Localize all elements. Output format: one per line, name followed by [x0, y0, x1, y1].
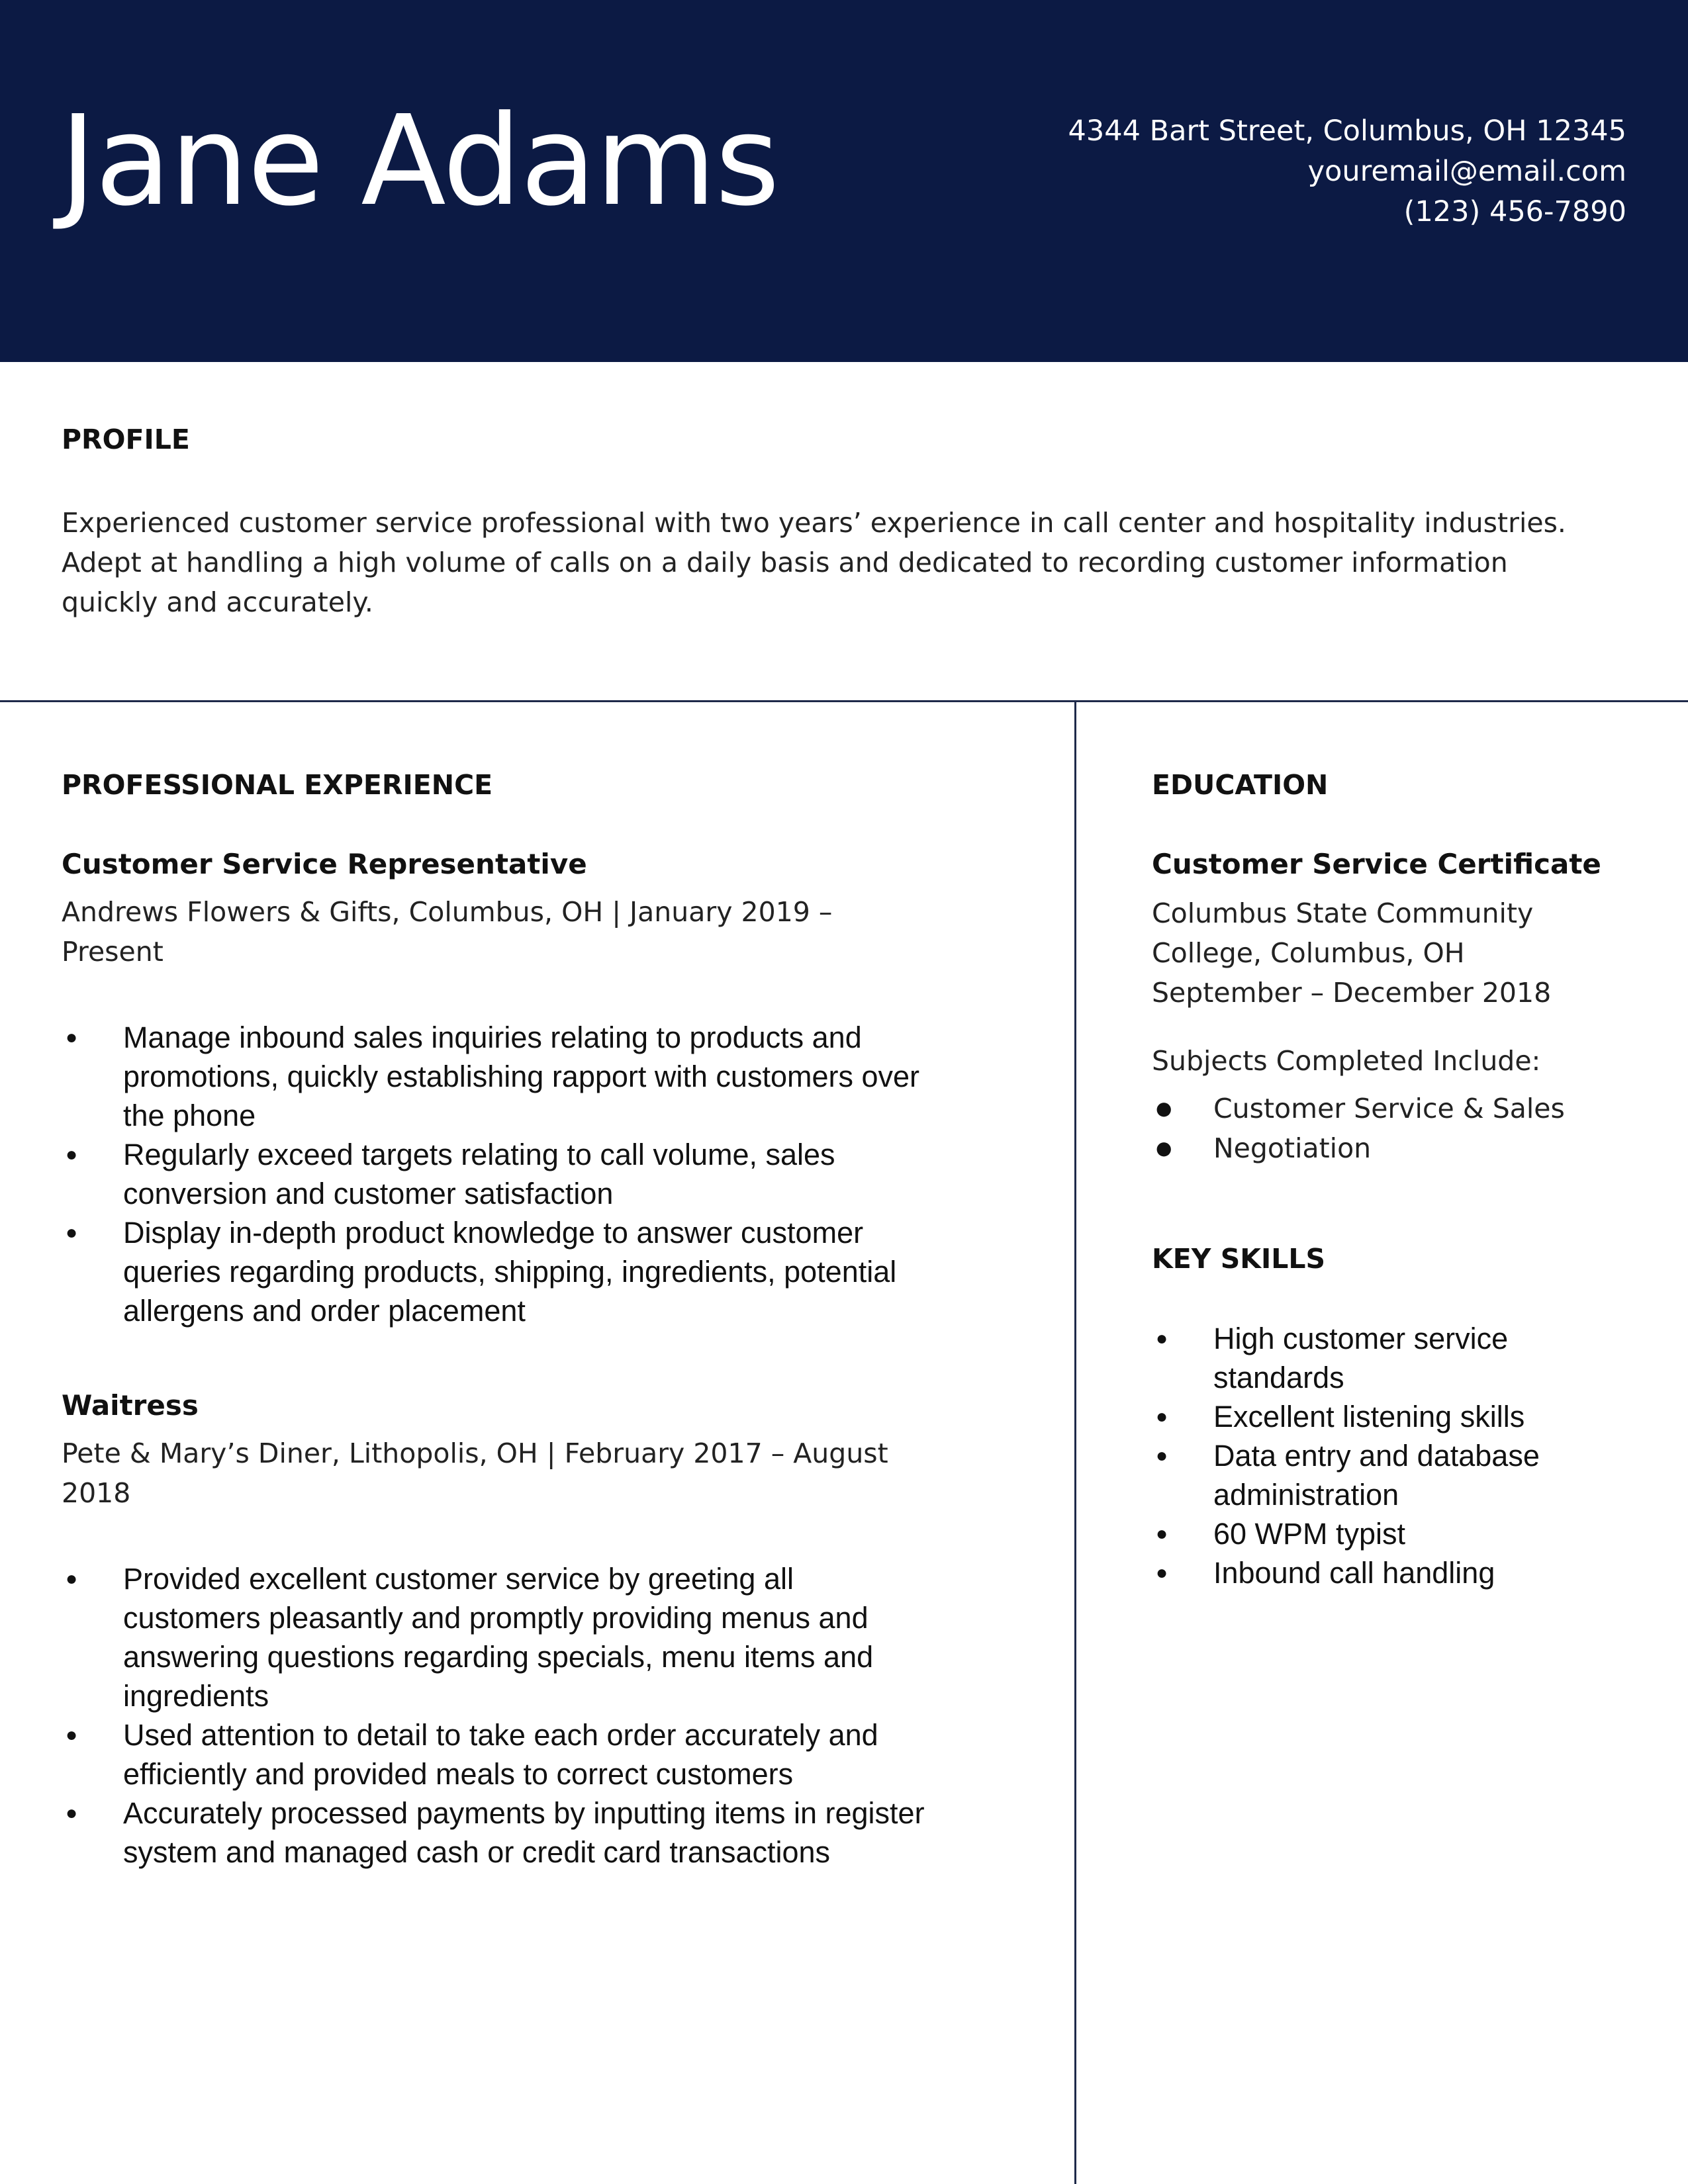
horizontal-divider [0, 700, 1688, 702]
list-item: ● Excellent listening skills [1152, 1397, 1628, 1436]
list-item: ● 60 WPM typist [1152, 1514, 1628, 1553]
job-meta: Andrews Flowers & Gifts, Columbus, OH | January 2019 – Present [62, 896, 833, 968]
list-item: ● High customer service standards [1152, 1319, 1628, 1397]
job-title: Waitress [62, 1389, 199, 1422]
address: 4344 Bart Street, Columbus, OH 12345 [1068, 114, 1626, 148]
job-bullets [62, 1559, 935, 1872]
list-item: ● Provided excellent customer service by greeting all customers pleasantly and promptly providing menus and answering questions regarding specials, menu items and ingredients [62, 1559, 935, 1715]
candidate-name: Jane Adams [60, 89, 779, 234]
list-item: ● Regularly exceed targets relating to call volume, sales conversion and customer satisfaction [62, 1135, 935, 1213]
job-bullets [62, 1018, 935, 1330]
subjects-label: Subjects Completed Include: [1152, 1045, 1541, 1077]
profile-text: Experienced customer service professional with two years’ experience in call center and hospitality industries. Adept at handling a high volume of calls on a daily basis and dedicated to recording customer information quickly and accurately. [62, 507, 1566, 618]
education-dates: September – December 2018 [1152, 977, 1552, 1009]
column-divider [1074, 702, 1076, 2184]
header-banner [0, 0, 1688, 362]
list-item: ● Display in-depth product knowledge to answer customer queries regarding products, shipping, ingredients, potential allergens and order placement [62, 1213, 935, 1330]
experience-heading: PROFESSIONAL EXPERIENCE [62, 769, 493, 801]
education-institution: Columbus State Community College, Columbus, OH [1152, 897, 1534, 969]
subjects-list [1152, 1089, 1628, 1168]
list-item: ● Negotiation [1152, 1128, 1628, 1168]
list-item: ● Data entry and database administration [1152, 1436, 1628, 1514]
list-item: ● Used attention to detail to take each order accurately and efficiently and provided meals to correct customers [62, 1715, 935, 1794]
list-item: ● Accurately processed payments by inputting items in register system and managed cash or credit card transactions [62, 1794, 935, 1872]
skills-list [1152, 1319, 1628, 1592]
list-item: ● Inbound call handling [1152, 1553, 1628, 1592]
email: youremail@email.com [1307, 155, 1626, 188]
job-title: Customer Service Representative [62, 848, 587, 880]
list-item: ● Customer Service & Sales [1152, 1089, 1628, 1128]
skills-heading: KEY SKILLS [1152, 1243, 1326, 1275]
education-heading: EDUCATION [1152, 769, 1329, 801]
education-title: Customer Service Certificate [1152, 848, 1601, 880]
list-item: ● Manage inbound sales inquiries relating to products and promotions, quickly establishing rapport with customers over the phone [62, 1018, 935, 1135]
job-meta: Pete & Mary’s Diner, Lithopolis, OH | February 2017 – August 2018 [62, 1437, 888, 1509]
phone: (123) 456-7890 [1403, 195, 1626, 228]
contact-info [1068, 111, 1627, 232]
profile-heading: PROFILE [62, 424, 190, 455]
